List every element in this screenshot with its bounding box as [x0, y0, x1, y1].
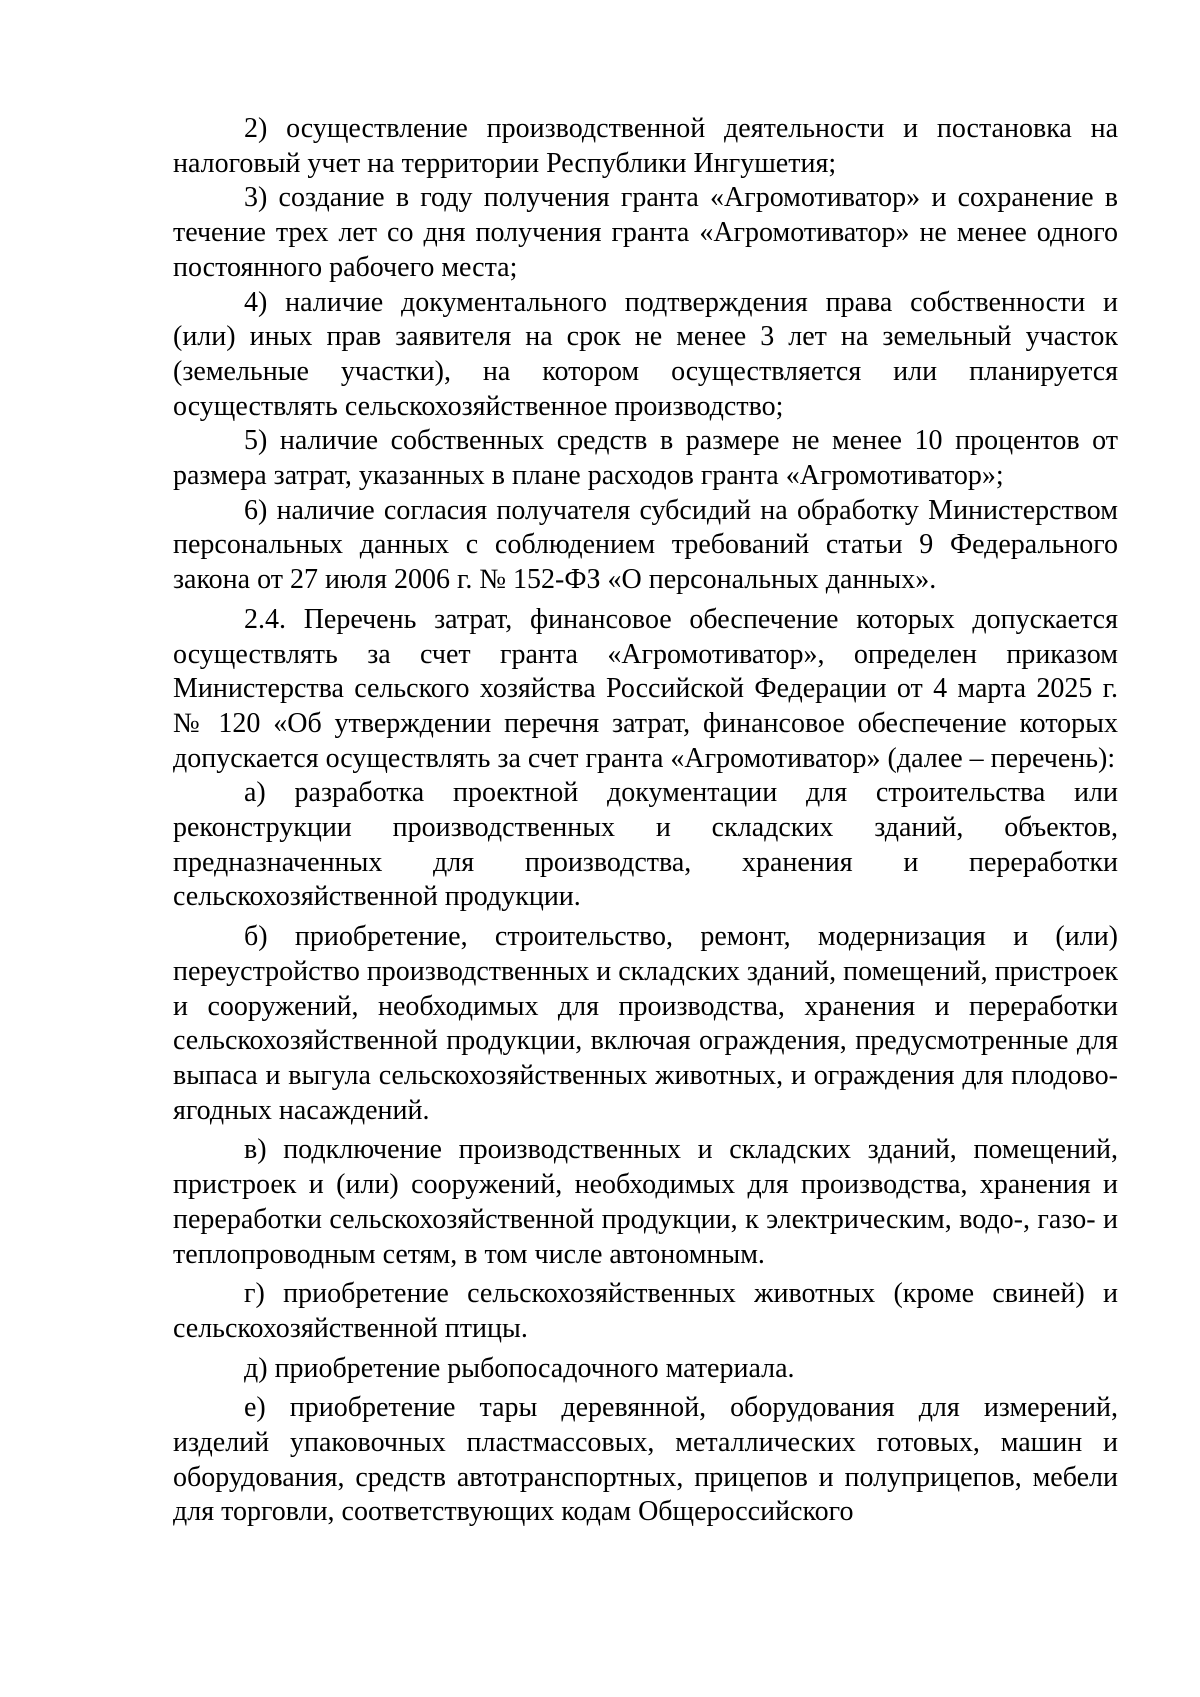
paragraph-item-v: в) подключение производственных и складских зданий, помещений, пристроек и (или) сооружений, необходимых для производства, хранения и переработки сельскохозяйственной продукции, к электрическим, водо-, газо- и теплопроводным сетям, в том числе автономным. — [173, 1134, 1118, 1270]
paragraph-item-5: 5) наличие собственных средств в размере не менее 10 процентов от размера затрат, указанных в плане расходов гранта «Агромотиватор»; — [173, 425, 1118, 492]
paragraph-item-6: 6) наличие согласия получателя субсидий на обработку Министерством персональных данных с соблюдением требований статьи 9 Федерального закона от 27 июля 2006 г. № 152-ФЗ «О персональных данных». — [173, 494, 1118, 596]
paragraph-item-d: д) приобретение рыбопосадочного материала. — [244, 1352, 795, 1384]
document-body — [173, 112, 1118, 1530]
paragraph-item-b: б) приобретение, строительство, ремонт, модернизация и (или) переустройство производственных и складских зданий, помещений, пристроек и сооружений, необходимых для производства, хранения и переработки сельскохозяйственной продукции, включая ограждения, предусмотренные для выпаса и выгула сельскохозяйственных животных, и ограждения для плодово-ягодных насаждений. — [173, 921, 1118, 1126]
paragraph-item-e: е) приобретение тары деревянной, оборудования для измерений, изделий упаковочных пластмассовых, металлических готовых, машин и оборудования, средств автотранспортных, прицепов и полуприцепов, мебели для торговли, соответствующих кодам Общероссийского — [173, 1392, 1118, 1528]
paragraph-item-4: 4) наличие документального подтверждения права собственности и (или) иных прав заявителя на срок не менее 3 лет на земельный участок (земельные участки), на котором осуществляется или планируется осуществлять сельскохозяйственное производство; — [173, 286, 1118, 422]
paragraph-item-3: 3) создание в году получения гранта «Агромотиватор» и сохранение в течение трех лет со дня получения гранта «Агромотиватор» не менее одного постоянного рабочего места; — [173, 182, 1118, 283]
paragraph-item-g: г) приобретение сельскохозяйственных животных (кроме свиней) и сельскохозяйственной птицы. — [173, 1278, 1118, 1344]
paragraph-item-2: 2) осуществление производственной деятельности и постановка на налоговый учет на территории Республики Ингушетия; — [173, 113, 1118, 179]
paragraph-item-a: а) разработка проектной документации для строительства или реконструкции производственных и складских зданий, объектов, предназначенных для производства, хранения и переработки сельскохозяйственной продукции. — [173, 777, 1118, 913]
paragraph-section-2-4: 2.4. Перечень затрат, финансовое обеспечение которых допускается осуществлять за счет гранта «Агромотиватор», определен приказом Министерства сельского хозяйства Российской Федерации от 4 марта 2025 г. № 120 «Об утверждении перечня затрат, финансовое обеспечение которых допускается осуществлять за счет гранта «Агромотиватор» (далее – перечень): — [173, 603, 1118, 774]
